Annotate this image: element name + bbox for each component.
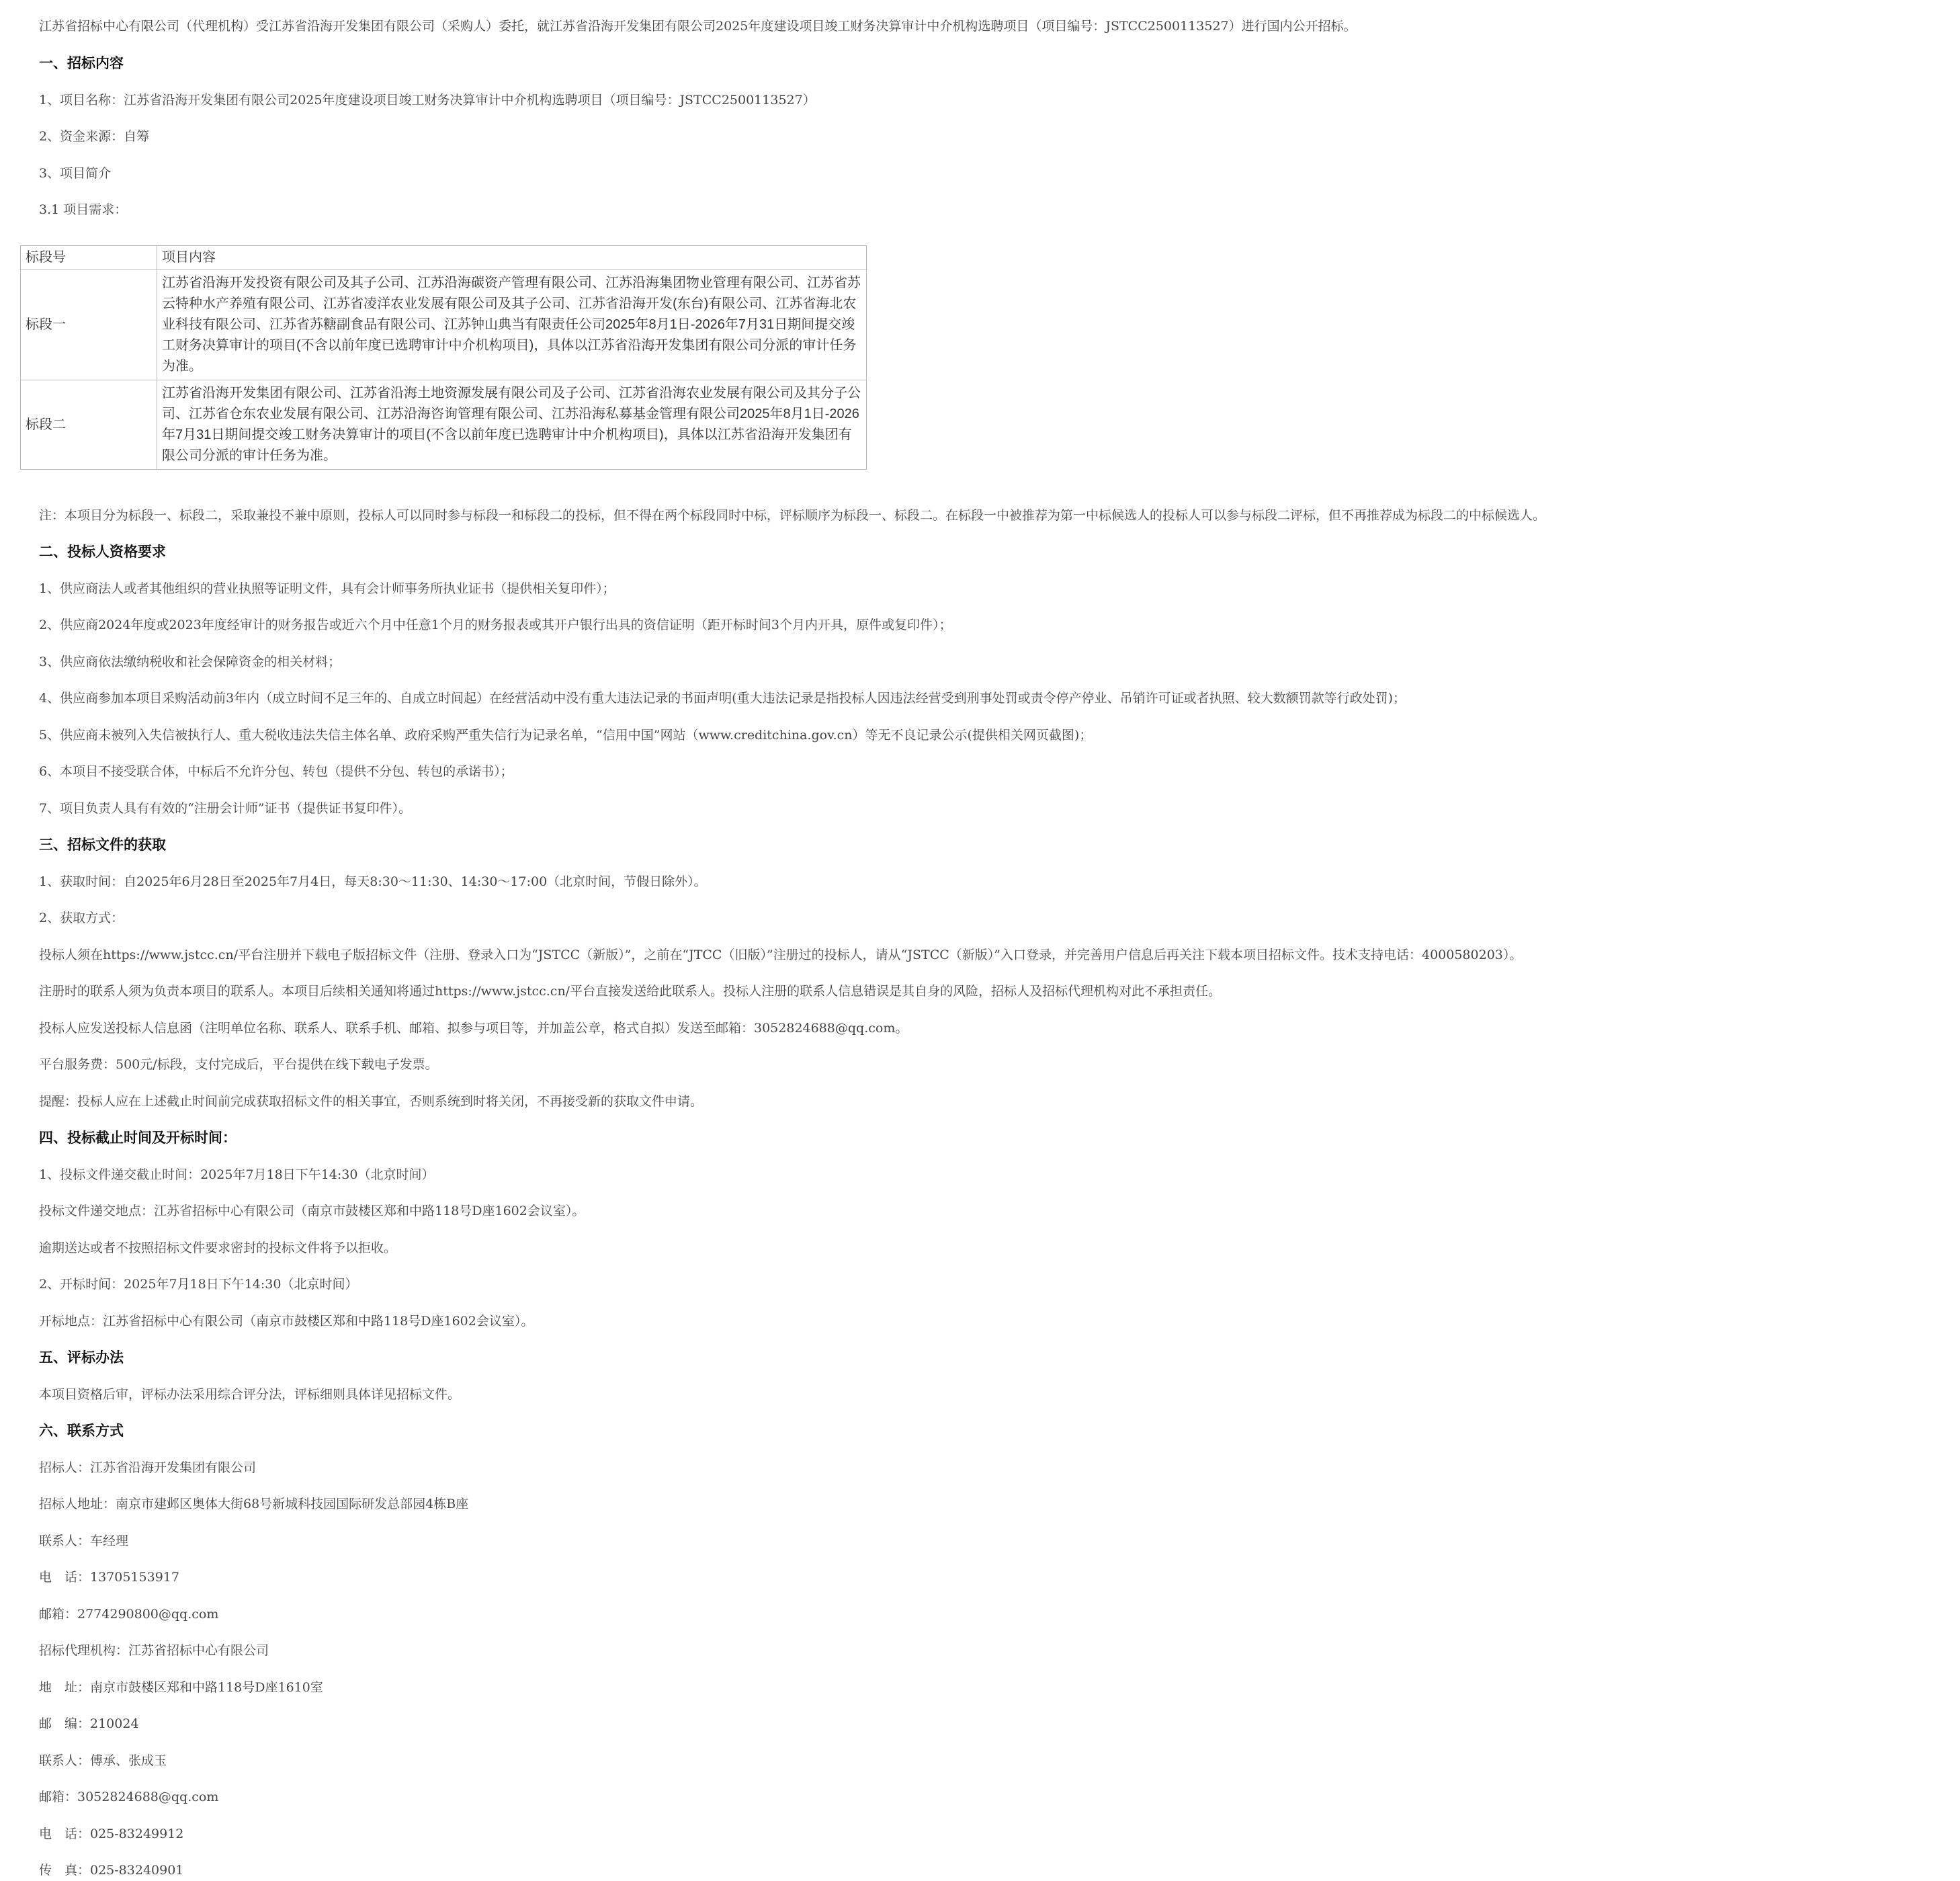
reminder-line: 提醒：投标人应在上述截止时间前完成获取招标文件的相关事宜，否则系统到时将关闭，不再接受新的获取文件申请。 [39,1094,704,1109]
section-heading-qualifications: 二、投标人资格要求 [39,544,166,560]
qualification-item: 2、供应商2024年度或2023年度经审计的财务报告或近六个月中任意1个月的财务报表或其开户银行出具的资信证明（距开标时间3个月内开具，原件或复印件）； [39,618,952,632]
funding-source-line: 2、资金来源：自筹 [39,129,150,144]
lot-content-cell: 江苏省沿海开发投资有限公司及其子公司、江苏沿海碳资产管理有限公司、江苏沿海集团物业管理有限公司、江苏省苏云特种水产养殖有限公司、江苏省凌洋农业发展有限公司及其子公司、江苏省沿海开发(东台)有限公司、江苏省海北农业科技有限公司、江苏省苏糖副食品有限公司、江苏钟山典当有限责任公司2025年8月1日-2026年7月31日期间提交竣工财务决算审计的项目(不含以前年度已选聘审计中介机构项目)，具体以江苏省沿海开发集团有限公司分派的审计任务为准。 [157,270,867,380]
qualification-item: 5、供应商未被列入失信被执行人、重大税收违法失信主体名单、政府采购严重失信行为记录名单，“信用中国”网站（www.creditchina.gov.cn）等无不良记录公示(提供相关网页截图)； [39,728,1093,743]
lots-table [20,245,867,470]
contact-line: 招标人地址：南京市建邺区奥体大街68号新城科技园国际研发总部园4栋B座 [39,1497,469,1511]
evaluation-method-line: 本项目资格后审，评标办法采用综合评分法，评标细则具体详见招标文件。 [39,1387,461,1402]
contact-line: 联系人：车经理 [39,1534,129,1548]
submission-deadline-line: 1、投标文件递交截止时间：2025年7月18日下午14:30（北京时间） [39,1167,435,1182]
qualification-item: 3、供应商依法缴纳税收和社会保障资金的相关材料； [39,655,341,669]
contact-line: 招标代理机构：江苏省招标中心有限公司 [39,1643,269,1658]
late-rejection-line: 逾期送达或者不按照招标文件要求密封的投标文件将予以拒收。 [39,1241,397,1255]
obtain-time-line: 1、获取时间：自2025年6月28日至2025年7月4日，每天8:30～11:30、14:30～17:00（北京时间，节假日除外）。 [39,874,707,889]
contact-line: 邮箱：2774290800@qq.com [39,1607,219,1622]
table-header-content: 项目内容 [157,246,867,270]
contact-line: 电 话：13705153917 [39,1570,179,1585]
opening-location-line: 开标地点：江苏省招标中心有限公司（南京市鼓楼区郑和中路118号D座1602会议室）。 [39,1314,534,1329]
obtain-method-line: 2、获取方式： [39,911,124,925]
register-instructions-paragraph: 投标人须在https://www.jstcc.cn/平台注册并下载电子版招标文件（注册、登录入口为“JSTCC（新版）”，之前在“JTCC（旧版）”注册过的投标人，请从“JSTCC（新版）”入口登录，并完善用户信息后再关注下载本项目招标文件。技术支持电话：4000580203）。 [39,948,1523,962]
info-letter-paragraph: 投标人应发送投标人信息函（注明单位名称、联系人、联系手机、邮箱、拟参与项目等，并加盖公章，格式自拟）发送至邮箱：3052824688@qq.com。 [39,1021,908,1036]
section-heading-obtain-documents: 三、招标文件的获取 [39,837,166,853]
lot-number-cell: 标段二 [21,380,157,470]
table-header-row [21,246,867,270]
contact-line: 联系人：傅承、张成玉 [39,1753,167,1768]
qualification-item: 1、供应商法人或者其他组织的营业执照等证明文件，具有会计师事务所执业证书（提供相关复印件）； [39,581,615,596]
qualification-item: 4、供应商参加本项目采购活动前3年内（成立时间不足三年的、自成立时间起）在经营活动中没有重大违法记录的书面声明(重大违法记录是指投标人因违法经营受到刑事处罚或责令停产停业、吊销许可证或者执照、较大数额罚款等行政处罚)； [39,691,1406,706]
lot-number-cell: 标段一 [21,270,157,380]
qualification-item: 6、本项目不接受联合体，中标后不允许分包、转包（提供不分包、转包的承诺书）； [39,764,513,779]
project-intro-line: 3、项目简介 [39,166,112,181]
table-header-lot: 标段号 [21,246,157,270]
lots-note-paragraph: 注：本项目分为标段一、标段二，采取兼投不兼中原则，投标人可以同时参与标段一和标段二的投标，但不得在两个标段同时中标，评标顺序为标段一、标段二。在标段一中被推荐为第一中标候选人的投标人可以参与标段二评标，但不再推荐成为标段二的中标候选人。 [39,508,1546,523]
contact-line: 邮箱：3052824688@qq.com [39,1790,219,1804]
contact-line: 邮 编：210024 [39,1716,139,1731]
qualification-item: 7、项目负责人具有有效的“注册会计师”证书（提供证书复印件）。 [39,801,412,816]
submission-location-line: 投标文件递交地点：江苏省招标中心有限公司（南京市鼓楼区郑和中路118号D座1602会议室）。 [39,1204,585,1218]
contact-line: 传 真：025-83240901 [39,1863,184,1878]
section-heading-contact: 六、联系方式 [39,1423,124,1439]
contact-line: 电 话：025-83249912 [39,1827,184,1841]
section-heading-deadline: 四、投标截止时间及开标时间： [39,1130,237,1146]
platform-fee-line: 平台服务费：500元/标段，支付完成后，平台提供在线下载电子发票。 [39,1057,438,1072]
contact-line: 招标人：江苏省沿海开发集团有限公司 [39,1460,257,1475]
project-requirements-line: 3.1 项目需求： [39,202,128,217]
table-row [21,380,867,470]
contact-line: 地 址：南京市鼓楼区郑和中路118号D座1610室 [39,1680,323,1695]
project-name-line: 1、项目名称：江苏省沿海开发集团有限公司2025年度建设项目竣工财务决算审计中介机构选聘项目（项目编号：JSTCC2500113527） [39,93,816,108]
section-heading-evaluation: 五、评标办法 [39,1350,124,1366]
intro-paragraph: 江苏省招标中心有限公司（代理机构）受江苏省沿海开发集团有限公司（采购人）委托，就江苏省沿海开发集团有限公司2025年度建设项目竣工财务决算审计中介机构选聘项目（项目编号：JSTCC2500113527）进行国内公开招标。 [39,19,1357,34]
section-heading-bidding-content: 一、招标内容 [39,56,124,71]
contact-registration-paragraph: 注册时的联系人须为负责本项目的联系人。本项目后续相关通知将通过https://www.jstcc.cn/平台直接发送给此联系人。投标人注册的联系人信息错误是其自身的风险，招标人及招标代理机构对此不承担责任。 [39,984,1222,999]
lot-content-cell: 江苏省沿海开发集团有限公司、江苏省沿海土地资源发展有限公司及子公司、江苏省沿海农业发展有限公司及其分子公司、江苏省仓东农业发展有限公司、江苏沿海咨询管理有限公司、江苏沿海私募基金管理有限公司2025年8月1日-2026年7月31日期间提交竣工财务决算审计的项目(不含以前年度已选聘审计中介机构项目)，具体以江苏省沿海开发集团有限公司分派的审计任务为准。 [157,380,867,470]
opening-time-line: 2、开标时间：2025年7月18日下午14:30（北京时间） [39,1277,358,1292]
table-row [21,270,867,380]
